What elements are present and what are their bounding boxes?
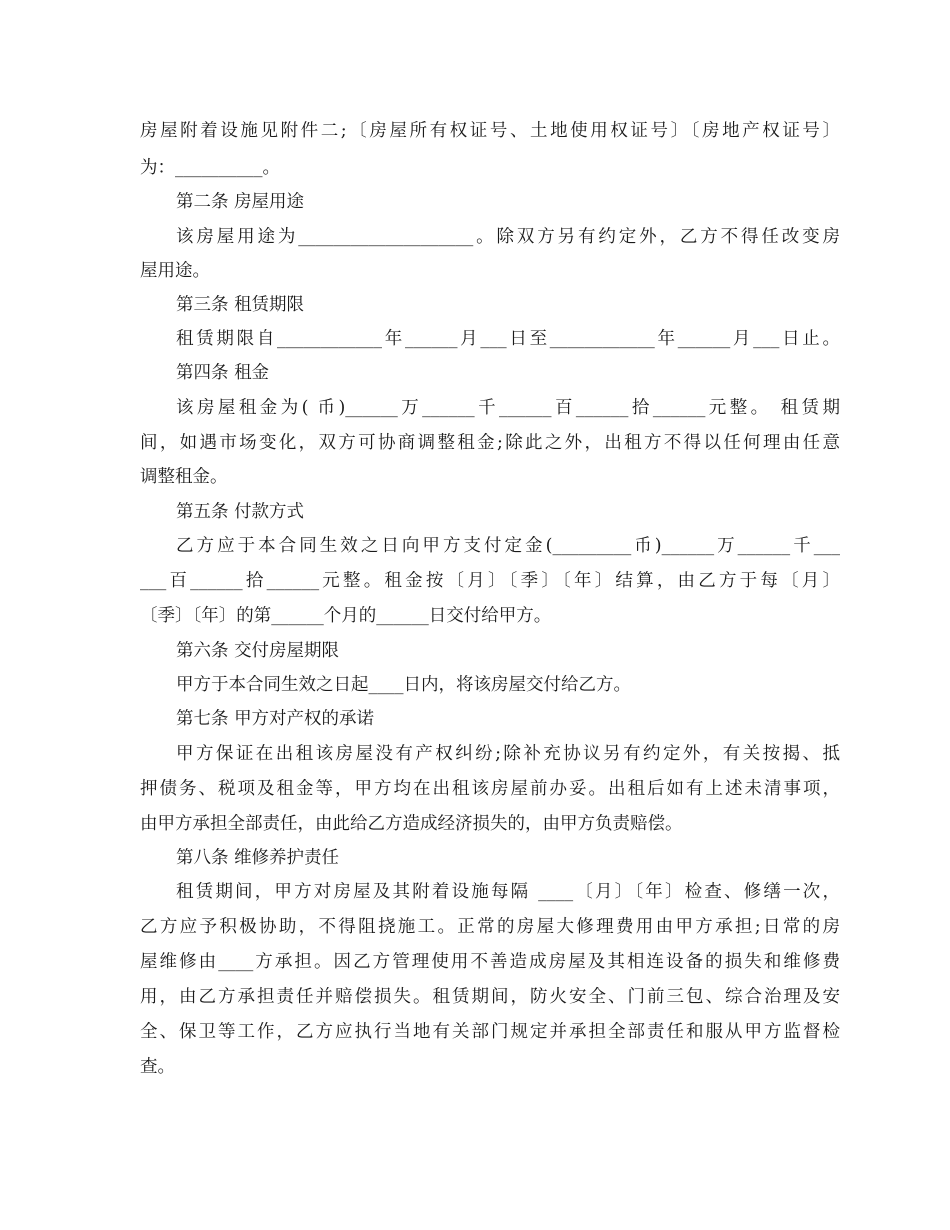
text-line: 间，如遇市场变化，双方可协商调整租金;除此之外，出租方不得以任何理由任意	[140, 433, 840, 453]
text-line: 甲方于本合同生效之日起____日内，将该房屋交付给乙方。	[176, 675, 631, 695]
text-line: 用，由乙方承担责任并赔偿损失。租赁期间，防火安全、门前三包、综合治理及安	[140, 987, 840, 1007]
text-line: 屋维修由____方承担。因乙方管理使用不善造成房屋及其相连设备的损失和维修费	[140, 952, 840, 972]
text-line: 调整租金。	[140, 467, 228, 487]
section-heading: 第八条 维修养护责任	[176, 848, 340, 868]
text-line: 屋用途。	[140, 261, 210, 281]
text-line: ___百______拾______元整。租金按〔月〕〔季〕〔年〕结算，由乙方于每〔月〕	[140, 571, 840, 591]
section-heading: 第五条 付款方式	[176, 502, 305, 522]
text-line: 由甲方承担全部责任，由此给乙方造成经济损失的，由甲方负责赔偿。	[140, 814, 683, 834]
text-line: 租赁期限自____________年______月___日至____________年______月___日止。	[176, 329, 840, 349]
text-line: 乙方应于本合同生效之日向甲方支付定金(_________币)______万______千___	[176, 536, 840, 556]
section-heading: 第七条 甲方对产权的承诺	[176, 709, 375, 729]
text-line: 房屋附着设施见附件二;〔房屋所有权证号、土地使用权证号〕〔房地产权证号〕	[140, 121, 840, 141]
text-line: 查。	[140, 1057, 175, 1077]
text-line: 乙方应予积极协助，不得阻挠施工。正常的房屋大修理费用由甲方承担;日常的房	[140, 917, 840, 937]
text-line: 〔季〕〔年〕的第______个月的______日交付给甲方。	[140, 606, 552, 626]
section-heading: 第四条 租金	[176, 363, 270, 383]
section-heading: 第二条 房屋用途	[176, 192, 305, 212]
text-line: 该房屋用途为____________________。除双方另有约定外，乙方不得任改变房	[176, 227, 840, 247]
text-line: 该房屋租金为( 币)______万______千______百______拾______元整。 租赁期	[176, 398, 840, 418]
text-line: 租赁期间，甲方对房屋及其附着设施每隔 ____〔月〕〔年〕检查、修缮一次，	[176, 882, 840, 902]
section-heading: 第三条 租赁期限	[176, 295, 305, 315]
text-line: 甲方保证在出租该房屋没有产权纠纷;除补充协议另有约定外，有关按揭、抵	[176, 744, 840, 764]
section-heading: 第六条 交付房屋期限	[176, 641, 340, 661]
text-line: 全、保卫等工作，乙方应执行当地有关部门规定并承担全部责任和服从甲方监督检	[140, 1022, 840, 1042]
text-line: 为：__________。	[140, 158, 280, 178]
text-line: 押债务、税项及租金等，甲方均在出租该房屋前办妥。出租后如有上述未清事项，	[140, 779, 840, 799]
